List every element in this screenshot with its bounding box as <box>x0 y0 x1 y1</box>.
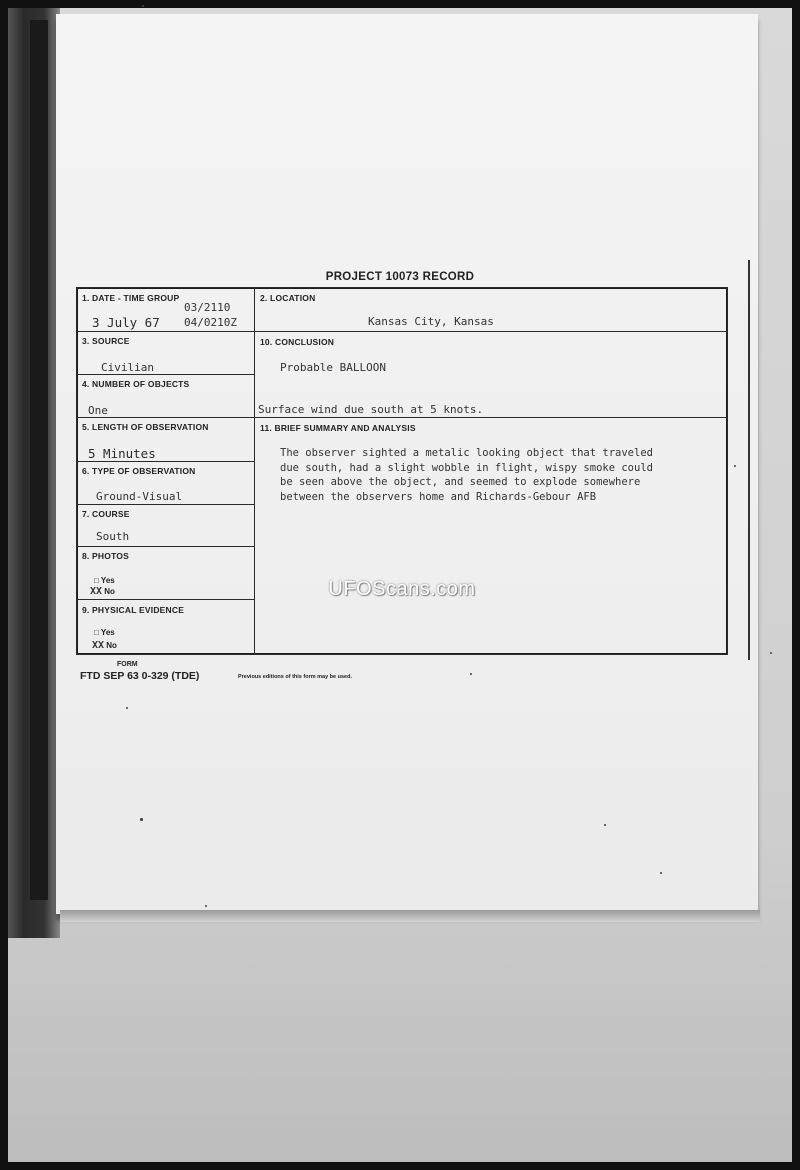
paper-right-edge <box>748 260 750 660</box>
type-of-observation-value: Ground-Visual <box>96 490 183 503</box>
paper-bottom-edge <box>60 910 760 922</box>
speck <box>470 673 472 675</box>
summary-label: 11. BRIEF SUMMARY AND ANALYSIS <box>260 423 416 433</box>
number-of-objects-label: 4. NUMBER OF OBJECTS <box>82 379 190 389</box>
length-of-observation-label: 5. LENGTH OF OBSERVATION <box>82 422 209 432</box>
speck <box>140 818 143 821</box>
form-edition-note: Previous editions of this form may be used. <box>238 674 352 680</box>
physical-evidence-no-label: No <box>106 641 117 650</box>
physical-evidence-no-mark: XX <box>92 640 105 651</box>
summary-line: due south, had a slight wobble in flight, wispy smoke could <box>280 461 653 474</box>
date-value: 3 July 67 <box>92 315 160 330</box>
speck <box>770 652 772 654</box>
date-time-label: 1. DATE - TIME GROUP <box>82 293 180 303</box>
speck <box>142 5 144 7</box>
conclusion-note: Surface wind due south at 5 knots. <box>258 403 484 416</box>
summary-line: between the observers home and Richards-Gebour AFB <box>280 490 597 503</box>
length-of-observation-value: 5 Minutes <box>88 446 156 461</box>
checkbox-empty-icon: □ <box>94 576 99 585</box>
conclusion-label: 10. CONCLUSION <box>260 337 335 347</box>
photos-yes-label: Yes <box>100 576 115 585</box>
photos-no-label: No <box>104 587 115 596</box>
summary-line: The observer sighted a metalic looking object that traveled <box>280 447 653 459</box>
course-value: South <box>96 530 130 543</box>
form-title: PROJECT 10073 RECORD <box>325 271 475 283</box>
physical-evidence-yes-option <box>94 628 115 637</box>
conclusion-value: Probable BALLOON <box>280 361 386 374</box>
checkbox-empty-icon: □ <box>94 628 99 637</box>
location-value: Kansas City, Kansas <box>368 315 494 328</box>
time-local-value: 03/2110 <box>184 301 231 314</box>
speck <box>660 872 662 874</box>
source-label: 3. SOURCE <box>82 336 130 346</box>
physical-evidence-no-option <box>92 640 117 651</box>
speck <box>205 905 207 907</box>
photos-no-option <box>90 586 115 597</box>
time-z-value: 04/0210Z <box>184 316 237 329</box>
source-value: Civilian <box>101 361 154 374</box>
photos-label: 8. PHOTOS <box>82 551 129 561</box>
summary-line: be seen above the object, and seemed to explode somewhere <box>280 476 641 488</box>
summary-text <box>280 446 730 504</box>
number-of-objects-value: One <box>88 404 108 417</box>
watermark: UFOScans.com <box>328 578 476 600</box>
speck <box>126 707 128 709</box>
physical-evidence-label: 9. PHYSICAL EVIDENCE <box>82 605 185 615</box>
form-word: FORM <box>117 661 138 668</box>
film-edge-dark-strip <box>30 20 48 900</box>
photos-yes-option <box>94 576 115 585</box>
location-label: 2. LOCATION <box>260 293 316 303</box>
physical-evidence-yes-label: Yes <box>100 628 115 637</box>
speck <box>604 824 606 826</box>
type-of-observation-label: 6. TYPE OF OBSERVATION <box>82 466 196 476</box>
course-label: 7. COURSE <box>82 509 130 519</box>
photos-no-mark: XX <box>90 586 103 597</box>
form-id: FTD SEP 63 0-329 (TDE) <box>80 670 200 682</box>
speck <box>734 465 736 467</box>
